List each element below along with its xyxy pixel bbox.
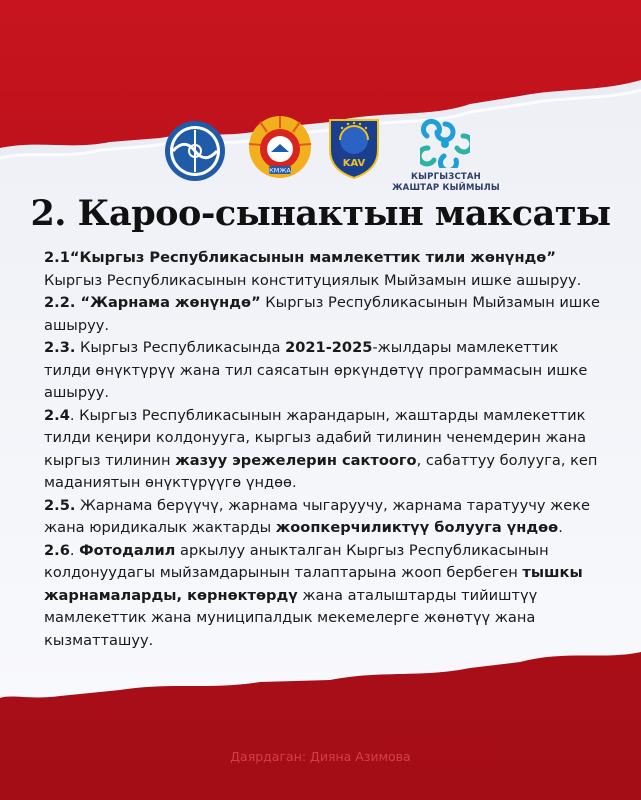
goal-text: Кыргыз Республикасынын Мыйзамын ишке ашыруу. <box>44 294 601 334</box>
goal-text: , сабаттуу болууга, кеп маданиятын өнүктүрүүгө үндөө. <box>44 451 598 491</box>
goal-bold-text: “Кыргыз Республикасынын мамлекеттик тили жөнүндө” <box>69 249 556 266</box>
kmja-sun-emblem-icon <box>245 114 315 184</box>
goal-text: Кыргыз Республикасында <box>75 339 286 356</box>
goal-item-2-3 <box>44 337 604 405</box>
goal-number: 2.5. <box>44 496 76 514</box>
kav-shield-emblem-icon <box>328 116 380 180</box>
goal-item-2-5 <box>44 495 604 540</box>
goal-item-2-1 <box>44 247 604 292</box>
goal-item-2-6 <box>44 540 604 653</box>
goal-text: . <box>558 519 563 536</box>
goal-text: Кыргыз Республикасынын конституциялык Мыйзамын ишке ашыруу. <box>44 271 582 289</box>
goal-text: аркылуу аныкталган Кыргыз Республикасынын колдонуудагы мыйзамдарынын талаптарына жооп бербеген <box>44 541 549 581</box>
goal-bold-text: тышкы жарнамаларды, көрнөктөрдү <box>44 564 583 604</box>
goal-number: 2.4 <box>44 406 70 424</box>
youth-movement-logo-label: КЫРГЫЗСТАН ЖАШТАР КЫЙМЫЛЫ <box>392 172 500 193</box>
goal-text: . Кыргыз Республикасынын жарандарын, жаштарды мамлекеттик тилди кеңири колдонууга, кыргыз адабий тилинин ченемдерин жана кыргыз тилинин <box>44 406 587 469</box>
goal-text: жана аталыштарды тийиштүү мамлекеттик жана муниципалдык мекемелерге жөнөтүү жана кызматташуу. <box>44 586 538 649</box>
goal-bold-text: жоопкерчиликтүү болууга үндөө <box>275 519 559 536</box>
goal-bold-text: 2021-2025 <box>285 339 373 356</box>
goal-number: 2.6 <box>44 541 70 559</box>
goal-text: . <box>69 541 80 559</box>
goals-list <box>44 247 604 652</box>
goal-number: 2.3. <box>44 339 76 356</box>
svg-text:KAV: KAV <box>342 158 366 169</box>
svg-text:КМЖА: КМЖА <box>269 166 291 175</box>
goal-bold-text: Фотодалил <box>79 541 176 559</box>
goal-text: Жарнама берүүчү, жарнама чыгаруучу, жарнама таратуучу жеке жана юридикалык жактарды <box>44 496 591 536</box>
state-language-emblem-icon <box>164 120 226 182</box>
goal-text: -жылдары мамлекеттик тилди өнүктүрүү жана тил саясатын өркүндөтүү программасын ишке ашыруу. <box>44 339 588 401</box>
goal-item-2-4 <box>44 405 604 495</box>
goal-bold-text: жазуу эрежелерин сактоого <box>175 451 417 469</box>
goal-bold-text: “Жарнама жөнүндө” <box>75 294 261 311</box>
page-title: 2. Кароо-сынактын максаты <box>30 193 611 234</box>
goal-number: 2.2. <box>44 294 76 311</box>
logo-strip <box>0 112 641 202</box>
youth-movement-logo-icon <box>420 118 470 168</box>
goal-number: 2.1 <box>44 249 70 266</box>
author-credit: Даярдаган: Дияна Азимова <box>230 749 411 764</box>
goal-item-2-2 <box>44 292 604 337</box>
